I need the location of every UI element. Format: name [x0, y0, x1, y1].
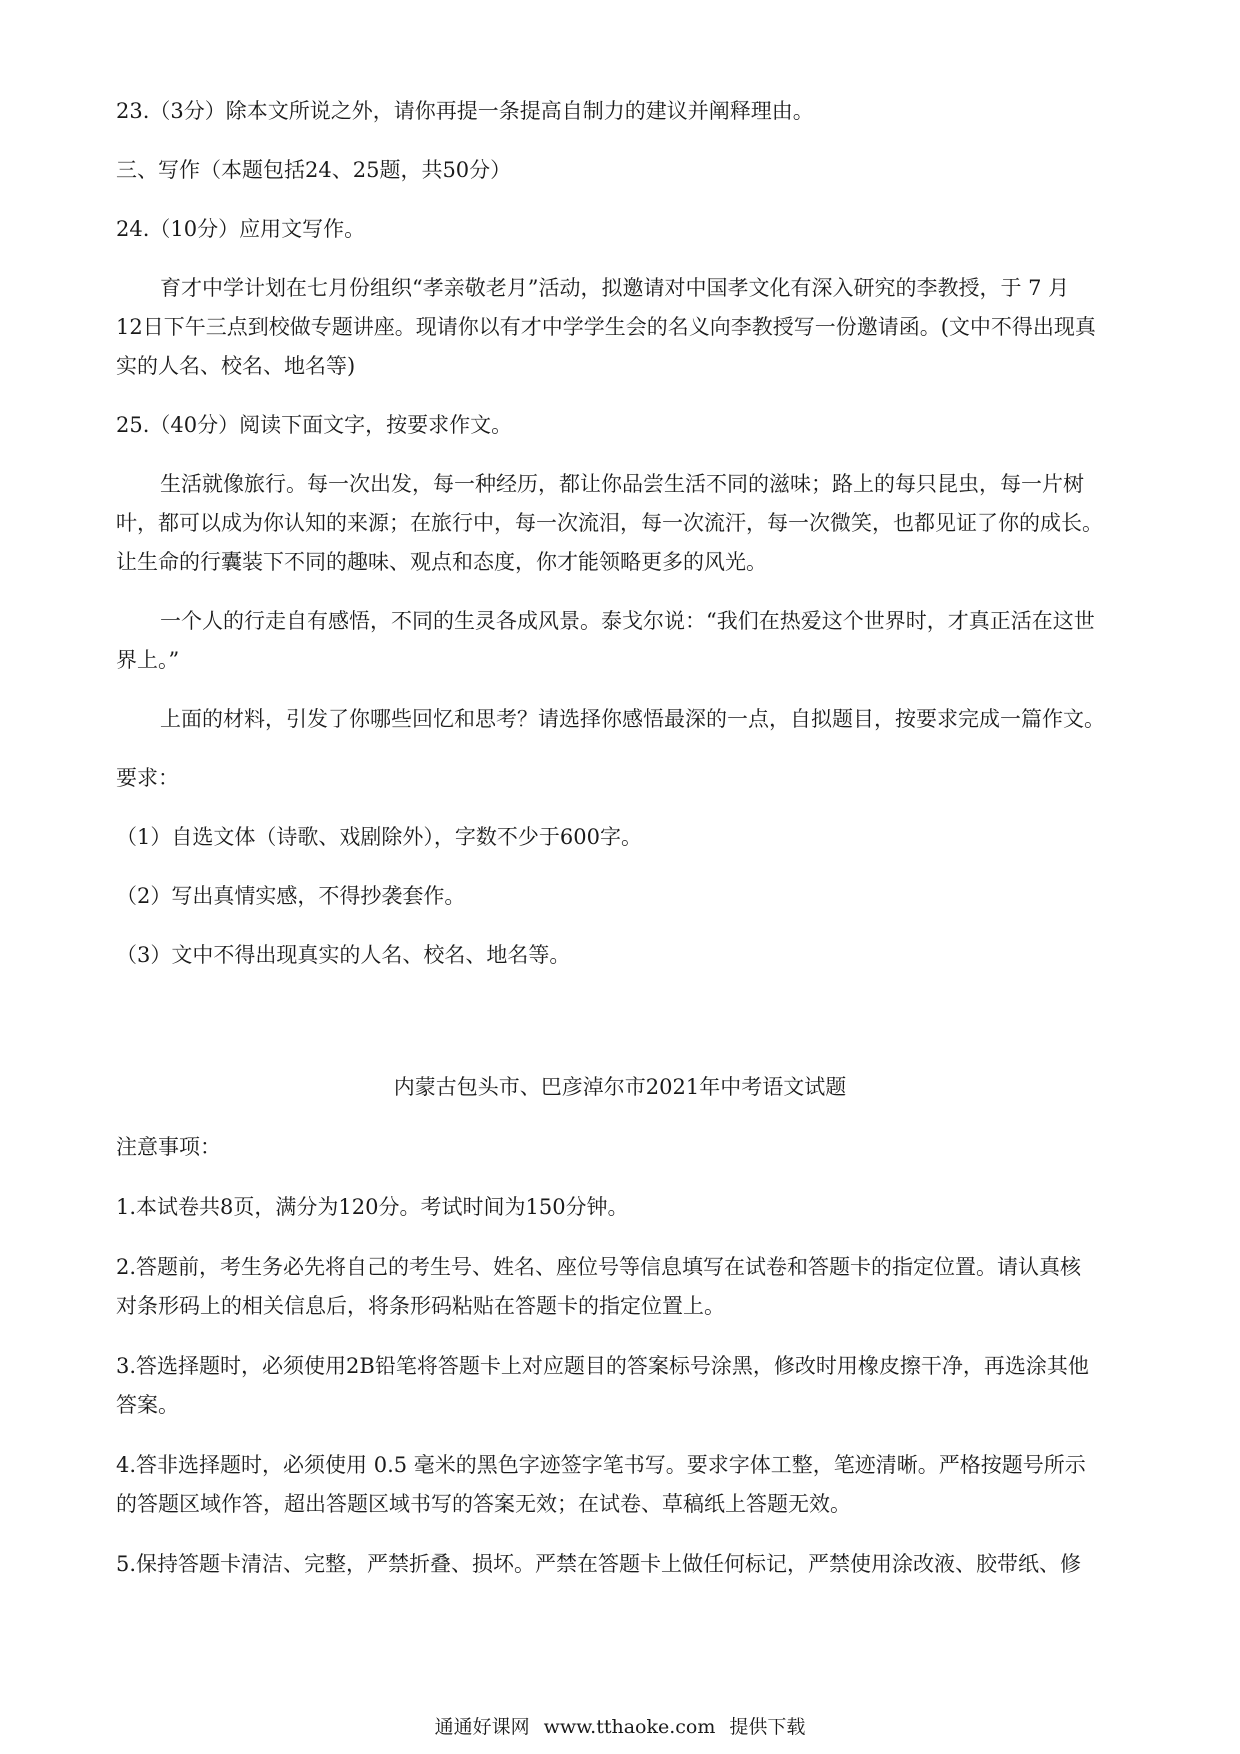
requirements-label: 要求：	[116, 766, 179, 790]
q25-para2-line-1: 一个人的行走自有感悟，不同的生灵各成风景。泰戈尔说：“我们在热爱这个世界时，才真正活在这世	[160, 609, 1095, 633]
exam-title: 内蒙古包头市、巴彦淖尔市2021年中考语文试题	[393, 1075, 847, 1099]
footer-suffix: 提供下载	[729, 1716, 806, 1738]
q24-body-line-3: 实的人名、校名、地名等)	[116, 354, 356, 378]
notice-5-line-1: 5.保持答题卡清洁、完整，严禁折叠、损坏。严禁在答题卡上做任何标记，严禁使用涂改液、胶带纸、修	[116, 1552, 1082, 1576]
notice-1: 1.本试卷共8页，满分为120分。考试时间为150分钟。	[116, 1195, 629, 1219]
notice-label: 注意事项：	[116, 1135, 221, 1159]
q25-para2-line-2: 界上。”	[116, 648, 180, 672]
q24-body-line-2: 12日下午三点到校做专题讲座。现请你以有才中学学生会的名义向李教授写一份邀请函。(文中不得出现真	[116, 315, 1096, 339]
requirement-1: （1）自选文体（诗歌、戏剧除外），字数不少于600字。	[116, 825, 642, 849]
question-24: 24.（10分）应用文写作。	[116, 217, 366, 241]
notice-3-line-1: 3.答选择题时，必须使用2B铅笔将答题卡上对应题目的答案标号涂黑，修改时用橡皮擦干净，再选涂其他	[116, 1354, 1089, 1378]
q25-para1-line-2: 叶，都可以成为你认知的来源；在旅行中，每一次流泪，每一次流汗，每一次微笑，也都见证了你的成长。	[116, 511, 1103, 535]
notice-2-line-2: 对条形码上的相关信息后，将条形码粘贴在答题卡的指定位置上。	[116, 1294, 725, 1318]
q25-para1-line-3: 让生命的行囊装下不同的趣味、观点和态度，你才能领略更多的风光。	[116, 550, 767, 574]
requirement-2: （2）写出真情实感，不得抄袭套作。	[116, 884, 466, 908]
notice-3-line-2: 答案。	[116, 1393, 179, 1417]
notice-2-line-1: 2.答题前，考生务必先将自己的考生号、姓名、座位号等信息填写在试卷和答题卡的指定位置。请认真核	[116, 1255, 1082, 1279]
footer-url-link[interactable]: www.tthaoke.com	[543, 1716, 716, 1738]
notice-4-line-2: 的答题区域作答，超出答题区域书写的答案无效；在试卷、草稿纸上答题无效。	[116, 1492, 851, 1516]
question-25: 25.（40分）阅读下面文字，按要求作文。	[116, 413, 513, 437]
q24-body-line-1: 育才中学计划在七月份组织“孝亲敬老月”活动，拟邀请对中国孝文化有深入研究的李教授，于 7 月	[160, 276, 1070, 300]
notice-4-line-1: 4.答非选择题时，必须使用 0.5 毫米的黑色字迹签字笔书写。要求字体工整，笔迹清晰。严格按题号所示	[116, 1453, 1086, 1477]
page-footer	[0, 1712, 1240, 1742]
writing-section-header: 三、写作（本题包括24、25题，共50分）	[116, 158, 512, 182]
q25-para3: 上面的材料，引发了你哪些回忆和思考？请选择你感悟最深的一点，自拟题目，按要求完成一篇作文。	[160, 707, 1105, 731]
question-23: 23.（3分）除本文所说之外，请你再提一条提高自制力的建议并阐释理由。	[116, 99, 814, 123]
footer-site-name: 通通好课网	[434, 1716, 530, 1738]
q25-para1-line-1: 生活就像旅行。每一次出发，每一种经历，都让你品尝生活不同的滋味；路上的每只昆虫，每一片树	[160, 472, 1084, 496]
requirement-3: （3）文中不得出现真实的人名、校名、地名等。	[116, 943, 571, 967]
